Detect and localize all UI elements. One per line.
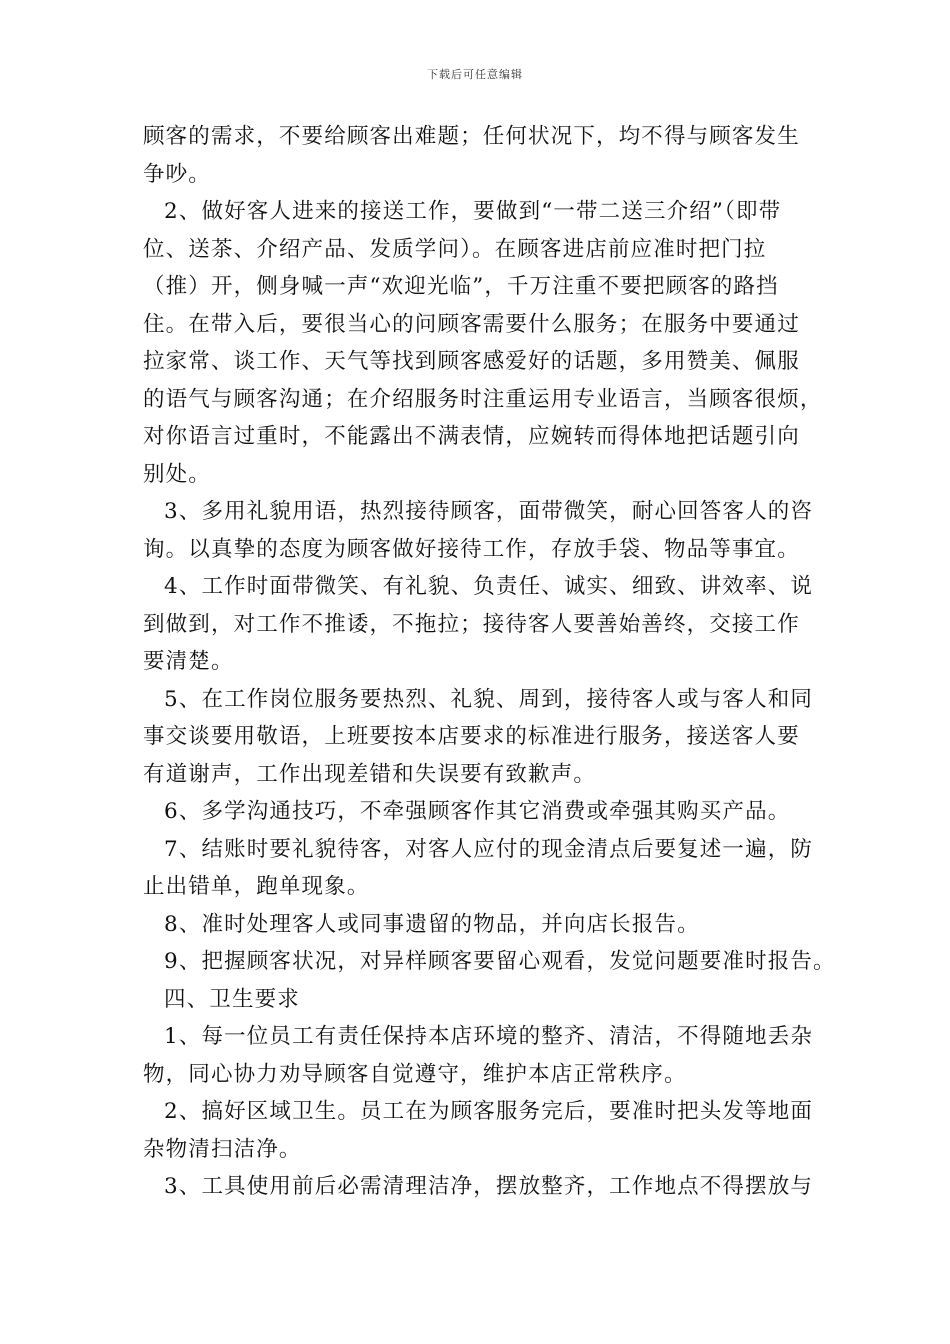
text-line: 顾客的需求，不要给顾客出难题；任何状况下，均不得与顾客发生	[143, 124, 800, 149]
paragraph-start-line: 5、在工作岗位服务要热烈、礼貌、周到，接待客人或与客人和同	[164, 686, 814, 712]
paragraph-start-line: 3、工具使用前后必需清理洁净，摆放整齐，工作地点不得摆放与	[164, 1174, 814, 1199]
document-body	[143, 118, 836, 1206]
text-line: 有道谢声，工作出现差错和失误要有致歉声。	[143, 761, 597, 787]
paragraph-start-line: 9、把握顾客状况，对异样顾客要留心观看，发觉问题要准时报告。	[164, 949, 836, 974]
paragraph-start-line: 7、结账时要礼貌待客，对客人应付的现金清点后要复述一遍，防	[164, 836, 814, 862]
paragraph-start-line: 8、准时处理客人或同事遗留的物品，并向店长报告。	[164, 911, 700, 937]
text-line: 争吵。	[143, 161, 211, 187]
text-line: 的语气与顾客沟通；在介绍服务时注重运用专业语言，当顾客很烦，	[143, 386, 823, 412]
paragraph-start-line: 1、每一位员工有责任保持本店环境的整齐、清洁，不得随地丢杂	[164, 1024, 814, 1049]
text-line: 别处。	[143, 461, 211, 487]
paragraph-start-line: 2、搞好区域卫生。员工在为顾客服务完后，要准时把头发等地面	[164, 1099, 814, 1124]
text-line: 物，同心协力劝导顾客自觉遵守，维护本店正常秩序。	[143, 1061, 687, 1087]
text-line: 对你语言过重时，不能露出不满表情，应婉转而得体地把话题引向	[143, 424, 800, 449]
text-line: 拉家常、谈工作、天气等找到顾客感爱好的话题，多用赞美、佩服	[143, 349, 800, 374]
paragraph-start-line: 3、多用礼貌用语，热烈接待顾客，面带微笑，耐心回答客人的咨	[164, 499, 814, 524]
text-line: 止出错单，跑单现象。	[143, 874, 370, 899]
text-line: 住。在带入后，要很当心的问顾客需要什么服务；在服务中要通过	[143, 311, 800, 337]
text-line: （推）开，侧身喊一声“欢迎光临”，千万注重不要把顾客的路挡	[143, 274, 779, 299]
text-line: 位、送茶、介绍产品、发质学问）。在顾客进店前应准时把门拉	[143, 236, 767, 262]
text-line: 杂物清扫洁净。	[143, 1136, 302, 1162]
section-heading: 四、卫生要求	[164, 986, 300, 1012]
text-line: 询。以真挚的态度为顾客做好接待工作，存放手袋、物品等事宜。	[143, 536, 800, 562]
paragraph-start-line: 6、多学沟通技巧，不牵强顾客作其它消费或牵强其购买产品。	[164, 799, 791, 824]
paragraph-start-line: 2、做好客人进来的接送工作，要做到“一带二送三介绍”（即带	[164, 199, 782, 224]
text-line: 事交谈要用敬语，上班要按本店要求的标准进行服务，接送客人要	[143, 724, 800, 749]
text-line: 到做到，对工作不推诿，不拖拉；接待客人要善始善终，交接工作	[143, 611, 800, 637]
page-header: 下载后可任意编辑	[427, 68, 523, 81]
paragraph-start-line: 4、工作时面带微笑、有礼貌、负责任、诚实、细致、讲效率、说	[164, 574, 814, 599]
text-line: 要清楚。	[143, 649, 234, 674]
